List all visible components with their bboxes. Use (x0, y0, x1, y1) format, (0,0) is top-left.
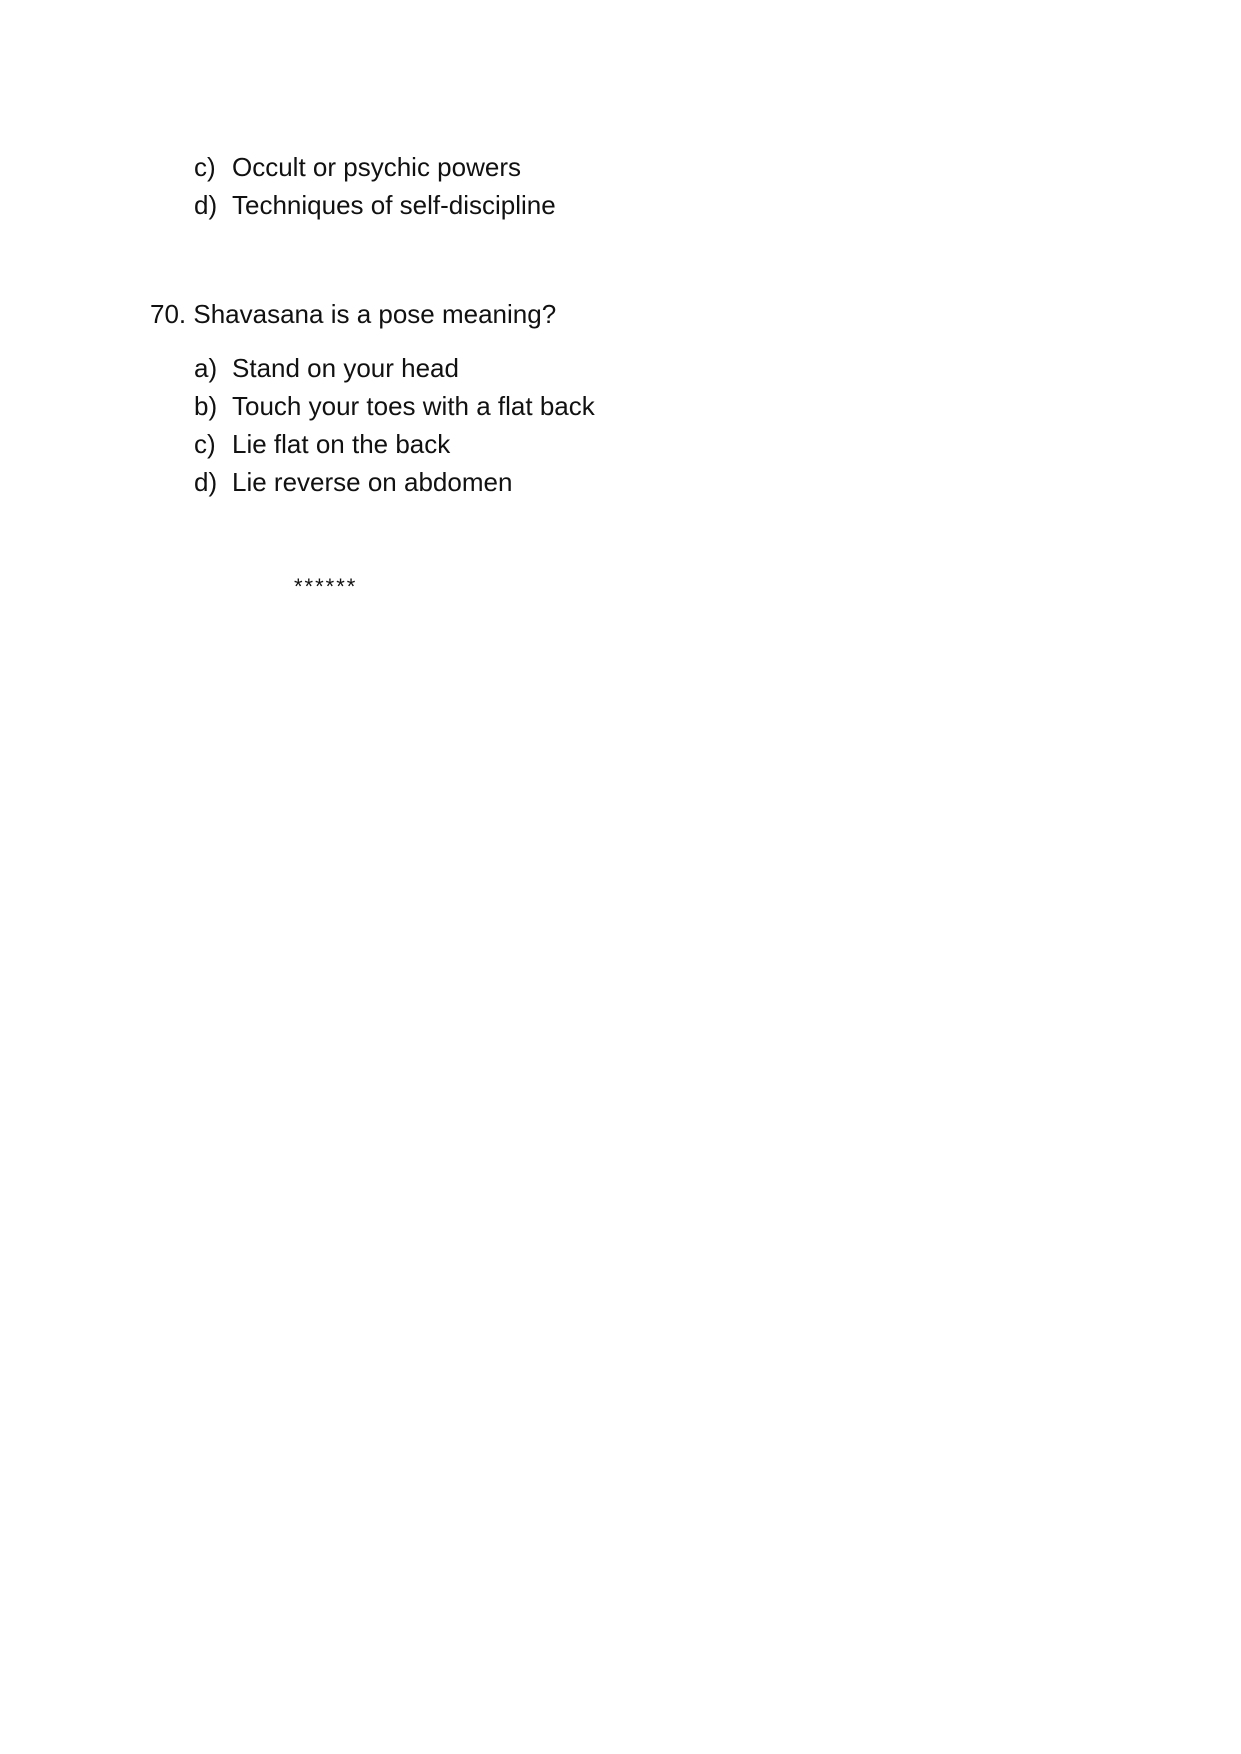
option-text: Techniques of self-discipline (232, 190, 556, 220)
option-text: Lie flat on the back (232, 429, 451, 459)
option-text: Stand on your head (232, 353, 459, 383)
option-letter: a) (194, 353, 218, 383)
question-70-option-c (194, 428, 450, 460)
end-of-document-marker: ****** (294, 574, 358, 599)
question-70-option-a (194, 352, 459, 384)
option-text: Occult or psychic powers (232, 152, 521, 182)
option-letter: d) (194, 467, 218, 497)
prev-question-option-c (194, 151, 521, 183)
option-letter: b) (194, 391, 218, 421)
prev-question-option-d (194, 189, 556, 221)
option-text: Touch your toes with a flat back (232, 391, 595, 421)
question-70-text: 70. Shavasana is a pose meaning? (150, 299, 557, 329)
question-70-option-d (194, 466, 512, 498)
option-letter: c) (194, 152, 216, 182)
option-letter: d) (194, 190, 218, 220)
question-70-option-b (194, 390, 595, 422)
option-letter: c) (194, 429, 216, 459)
option-text: Lie reverse on abdomen (232, 467, 513, 497)
